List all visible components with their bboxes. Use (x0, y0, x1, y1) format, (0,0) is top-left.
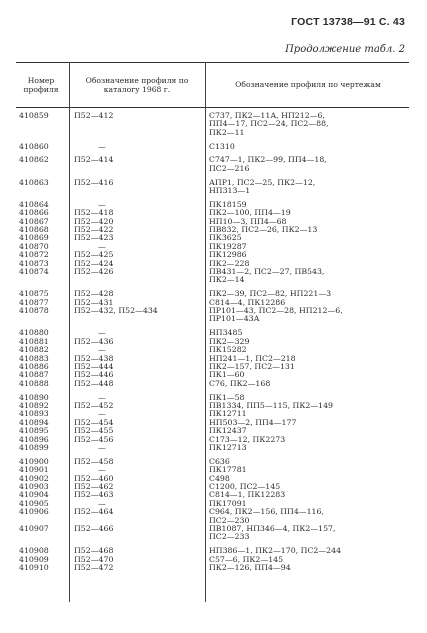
table-row (16, 156, 409, 173)
drawing-designation: С498 (209, 473, 230, 483)
catalog-designation: П52—472 (74, 563, 114, 573)
table-row (16, 307, 409, 324)
catalog-designation: — (98, 328, 106, 338)
drawing-designation: ПК1—58 (209, 392, 245, 402)
table-row (16, 444, 409, 452)
table-row (16, 112, 409, 137)
table-row (16, 564, 409, 572)
drawing-designation: С76, ПК2—168 (209, 378, 271, 388)
profile-number: 410863 (19, 177, 49, 187)
profile-number: 410900 (19, 456, 49, 466)
column-header-number: Номер профиля (23, 75, 59, 94)
table-header (16, 62, 409, 108)
catalog-designation: П52—455 (74, 426, 114, 436)
profile-number: 410888 (19, 378, 49, 388)
profile-number: 410870 (19, 241, 49, 251)
profile-number: 410874 (19, 267, 49, 277)
catalog-designation: П52—458 (74, 456, 114, 466)
drawing-designation: С814—4, ПК12286 (209, 297, 286, 307)
drawing-designation: С964, ПК2—156, ПП4—116, ПС2—230 (209, 507, 324, 525)
profile-number: 410904 (19, 490, 49, 500)
catalog-designation: П52—414 (74, 155, 114, 165)
catalog-designation: П52—462 (74, 481, 114, 491)
drawing-designation: С747—1, ПК2—99, ПП4—18, ПС2—216 (209, 155, 327, 173)
catalog-designation: П52—438 (74, 353, 114, 363)
drawing-designation: ПК12713 (209, 442, 247, 452)
drawing-designation: НП10—3, ПП4—68 (209, 216, 287, 226)
drawing-designation: ПК17781 (209, 465, 247, 475)
profile-number: 410899 (19, 442, 49, 452)
drawing-designation: ПВ431—2, ПС2—27, ПВ543, ПК2—14 (209, 267, 325, 285)
catalog-designation: П52—444 (74, 361, 114, 371)
drawing-designation: ПК12986 (209, 250, 247, 260)
profile-number: 410902 (19, 473, 49, 483)
drawing-designation: ПК19287 (209, 241, 247, 251)
profile-number: 410903 (19, 481, 49, 491)
profile-number: 410878 (19, 306, 49, 316)
profile-number: 410901 (19, 465, 49, 475)
table-row (16, 268, 409, 285)
profile-number: 410882 (19, 345, 49, 355)
profile-number: 410877 (19, 297, 49, 307)
drawing-designation: ПР101—43, ПС2—28, НП212—6, ПР101—43А (209, 306, 343, 324)
catalog-designation: П52—448 (74, 378, 114, 388)
catalog-designation: П52—436 (74, 336, 114, 346)
drawing-designation: С173—12, ПК2273 (209, 434, 286, 444)
catalog-designation: П52—454 (74, 417, 114, 427)
drawing-designation: ПК2—329 (209, 336, 250, 346)
catalog-designation: — (98, 442, 106, 452)
drawing-designation: С57—6, ПК2—145 (209, 554, 284, 564)
drawing-designation: ПК18159 (209, 199, 247, 209)
profile-number: 410890 (19, 392, 49, 402)
profile-number: 410886 (19, 361, 49, 371)
catalog-designation: П52—431 (74, 297, 114, 307)
drawing-designation: С1200, ПС2—145 (209, 481, 281, 491)
profile-number: 410910 (19, 563, 49, 573)
catalog-designation: П52—420 (74, 216, 114, 226)
drawing-designation: С1310 (209, 141, 235, 151)
table-continuation-label: Продолжение табл. 2 (285, 44, 405, 55)
catalog-designation: — (98, 199, 106, 209)
catalog-designation: П52—418 (74, 208, 114, 218)
profile-number: 410907 (19, 524, 49, 533)
profile-number: 410908 (19, 546, 49, 556)
profile-number: 410887 (19, 370, 49, 380)
drawing-designation: ПК2—157, ПС2—131 (209, 361, 295, 371)
profile-number: 410895 (19, 426, 49, 436)
drawing-designation: ПВ832, ПС2—26, ПК2—13 (209, 225, 318, 235)
catalog-designation: П52—423 (74, 233, 114, 243)
profile-number: 410859 (19, 111, 49, 120)
profile-number: 410860 (19, 141, 49, 151)
profile-number: 410894 (19, 417, 49, 427)
catalog-designation: П52—456 (74, 434, 114, 444)
page-header: ГОСТ 13738—91 С. 43 (291, 16, 405, 28)
profile-number: 410881 (19, 336, 49, 346)
catalog-designation: — (98, 241, 106, 251)
catalog-designation: П52—464 (74, 507, 114, 517)
catalog-designation: — (98, 392, 106, 402)
catalog-designation: — (98, 345, 106, 355)
catalog-designation: П52—470 (74, 554, 114, 564)
catalog-designation: П52—412 (74, 111, 114, 120)
drawing-designation: С814—1, ПК12283 (209, 490, 286, 500)
profile-number: 410896 (19, 434, 49, 444)
drawing-designation: ПК1—60 (209, 370, 245, 380)
catalog-designation: П52—466 (74, 524, 114, 533)
table-row (16, 508, 409, 525)
catalog-designation: — (98, 141, 106, 151)
catalog-designation: П52—416 (74, 177, 114, 187)
catalog-designation: — (98, 498, 106, 508)
profile-number: 410883 (19, 353, 49, 363)
drawing-designation: ПК15282 (209, 345, 247, 355)
catalog-designation: П52—428 (74, 289, 114, 299)
drawing-designation: ПК12437 (209, 426, 247, 436)
profile-number: 410872 (19, 250, 49, 260)
column-header-catalog: Обозначение профиля по каталогу 1968 г. (85, 75, 189, 94)
catalog-designation: П52—426 (74, 267, 114, 277)
drawing-designation: НП3485 (209, 328, 243, 338)
catalog-designation: П52—468 (74, 546, 114, 556)
profile-number: 410892 (19, 400, 49, 410)
catalog-designation: П52—424 (74, 258, 114, 268)
catalog-designation: П52—452 (74, 400, 114, 410)
catalog-designation: П52—460 (74, 473, 114, 483)
drawing-designation: АПР1, ПС2—25, ПК2—12, НП313—1 (209, 177, 316, 196)
profile-number: 410906 (19, 507, 49, 517)
profile-number: 410866 (19, 208, 49, 218)
catalog-designation: — (98, 409, 106, 419)
drawing-designation: С737, ПК2—11А, НП212—6, ПП4—17, ПС2—24, ПС2—88, ПК2—11 (209, 111, 329, 137)
profile-number: 410867 (19, 216, 49, 226)
table-body (16, 112, 409, 572)
drawing-designation: ПВ1087, НП346—4, ПК2—157, ПС2—233 (209, 524, 336, 542)
drawing-designation: ПК2—228 (209, 258, 250, 268)
profile-number: 410873 (19, 258, 49, 268)
table-row (16, 143, 409, 151)
drawing-designation: НП503—2, ПП4—177 (209, 417, 297, 427)
table-row (16, 380, 409, 388)
profile-number: 410880 (19, 328, 49, 338)
catalog-designation: — (98, 465, 106, 475)
drawing-designation: ПК2—126, ПП4—94 (209, 563, 291, 573)
drawing-designation: ПК12711 (209, 409, 247, 419)
catalog-designation: П52—425 (74, 250, 114, 260)
catalog-designation: П52—446 (74, 370, 114, 380)
profile-number: 410864 (19, 199, 49, 209)
profile-number: 410862 (19, 155, 49, 165)
catalog-designation: П52—463 (74, 490, 114, 500)
drawing-designation: НП241—1, ПС2—218 (209, 353, 296, 363)
drawing-designation: ПК2—39, ПС2—82, НП221—3 (209, 289, 332, 299)
drawing-designation: ПК2—100, ПП4—19 (209, 208, 291, 218)
drawing-designation: ПВ1334, ПП5—115, ПК2—149 (209, 400, 333, 410)
profile-number: 410905 (19, 498, 49, 508)
table-row (16, 179, 409, 196)
catalog-designation: П52—432, П52—434 (74, 306, 158, 316)
profile-number: 410875 (19, 289, 49, 299)
profile-number: 410909 (19, 554, 49, 564)
drawing-designation: НП386—1, ПК2—170, ПС2—244 (209, 546, 342, 556)
table-row (16, 525, 409, 542)
drawing-designation: ПК3625 (209, 233, 242, 243)
profile-number: 410893 (19, 409, 49, 419)
drawing-designation: С636 (209, 456, 230, 466)
drawing-designation: ПК17091 (209, 498, 247, 508)
catalog-designation: П52—422 (74, 225, 114, 235)
column-header-drawings: Обозначение профиля по чертежам (235, 80, 381, 90)
profile-number: 410868 (19, 225, 49, 235)
profile-number: 410869 (19, 233, 49, 243)
